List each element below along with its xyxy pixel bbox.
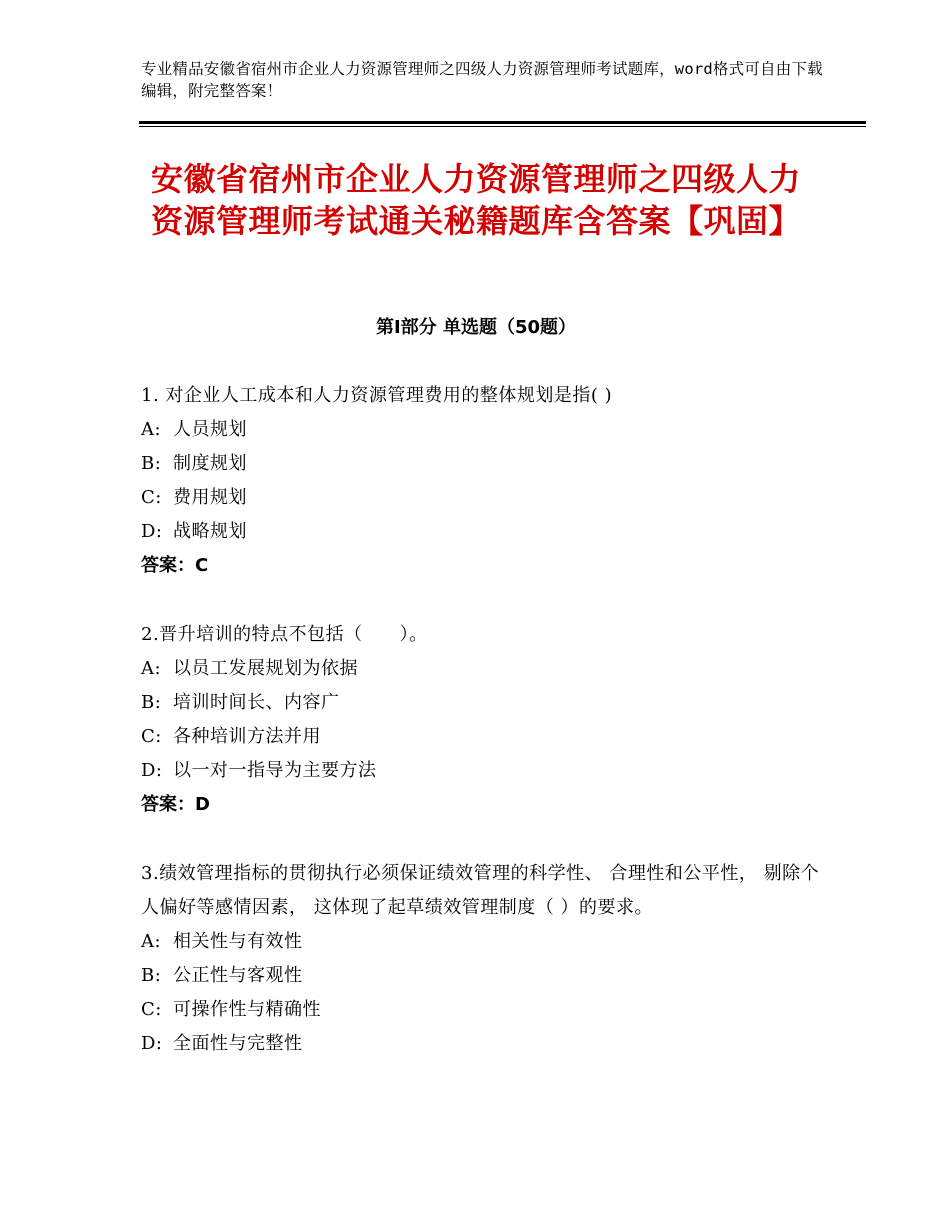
option-text: 培训时间长、内容广 [173,692,340,713]
option-text: 全面性与完整性 [173,1033,303,1054]
header-note: 专业精品安徽省宿州市企业人力资源管理师之四级人力资源管理师考试题库，word格式可自由下载编辑，附完整答案！ [141,60,823,100]
question-stem: 2.晋升培训的特点不包括（ ）。 [141,624,428,645]
option-text: 公正性与客观性 [173,965,303,986]
option-key: D: [141,760,163,781]
option-b [141,686,821,720]
option-text: 以一对一指导为主要方法 [173,760,377,781]
question-1 [141,379,821,583]
option-text: 制度规划 [173,453,247,474]
option-key: C: [141,487,162,508]
option-key: A: [141,931,162,952]
question-stem: 1. 对企业人工成本和人力资源管理费用的整体规划是指( ) [141,385,613,406]
question-2 [141,618,821,822]
option-text: 费用规划 [173,487,247,508]
option-key: B: [141,692,162,713]
option-b [141,959,821,993]
option-key: D: [141,1033,163,1054]
option-text: 各种培训方法并用 [173,726,321,747]
document-title: 安徽省宿州市企业人力资源管理师之四级人力资源管理师考试通关秘籍题库含答案【巩固】 [150,160,801,240]
answer-line: 答案：D [141,794,210,815]
header-divider-thin [139,126,866,127]
option-key: C: [141,726,162,747]
header-divider-thick [139,121,866,124]
option-c [141,720,821,754]
option-text: 以员工发展规划为依据 [173,658,358,679]
option-text: 人员规划 [173,419,247,440]
option-d [141,515,821,549]
option-key: D: [141,521,163,542]
option-a [141,413,821,447]
option-key: A: [141,419,162,440]
answer-line: 答案：C [141,555,209,576]
question-stem: 3.绩效管理指标的贯彻执行必须保证绩效管理的科学性、 合理性和公平性， 剔除个人偏好等感情因素， 这体现了起草绩效管理制度（ ）的要求。 [141,863,820,918]
option-c [141,993,821,1027]
option-a [141,925,821,959]
section-heading: 第Ⅰ部分 单选题（50题） [375,317,576,338]
option-key: B: [141,453,162,474]
option-b [141,447,821,481]
option-a [141,652,821,686]
option-key: C: [141,999,162,1020]
option-key: A: [141,658,162,679]
option-c [141,481,821,515]
option-text: 相关性与有效性 [173,931,303,952]
option-d [141,754,821,788]
option-text: 战略规划 [173,521,247,542]
question-3 [141,857,821,1061]
option-key: B: [141,965,162,986]
option-text: 可操作性与精确性 [173,999,321,1020]
option-d [141,1027,821,1061]
